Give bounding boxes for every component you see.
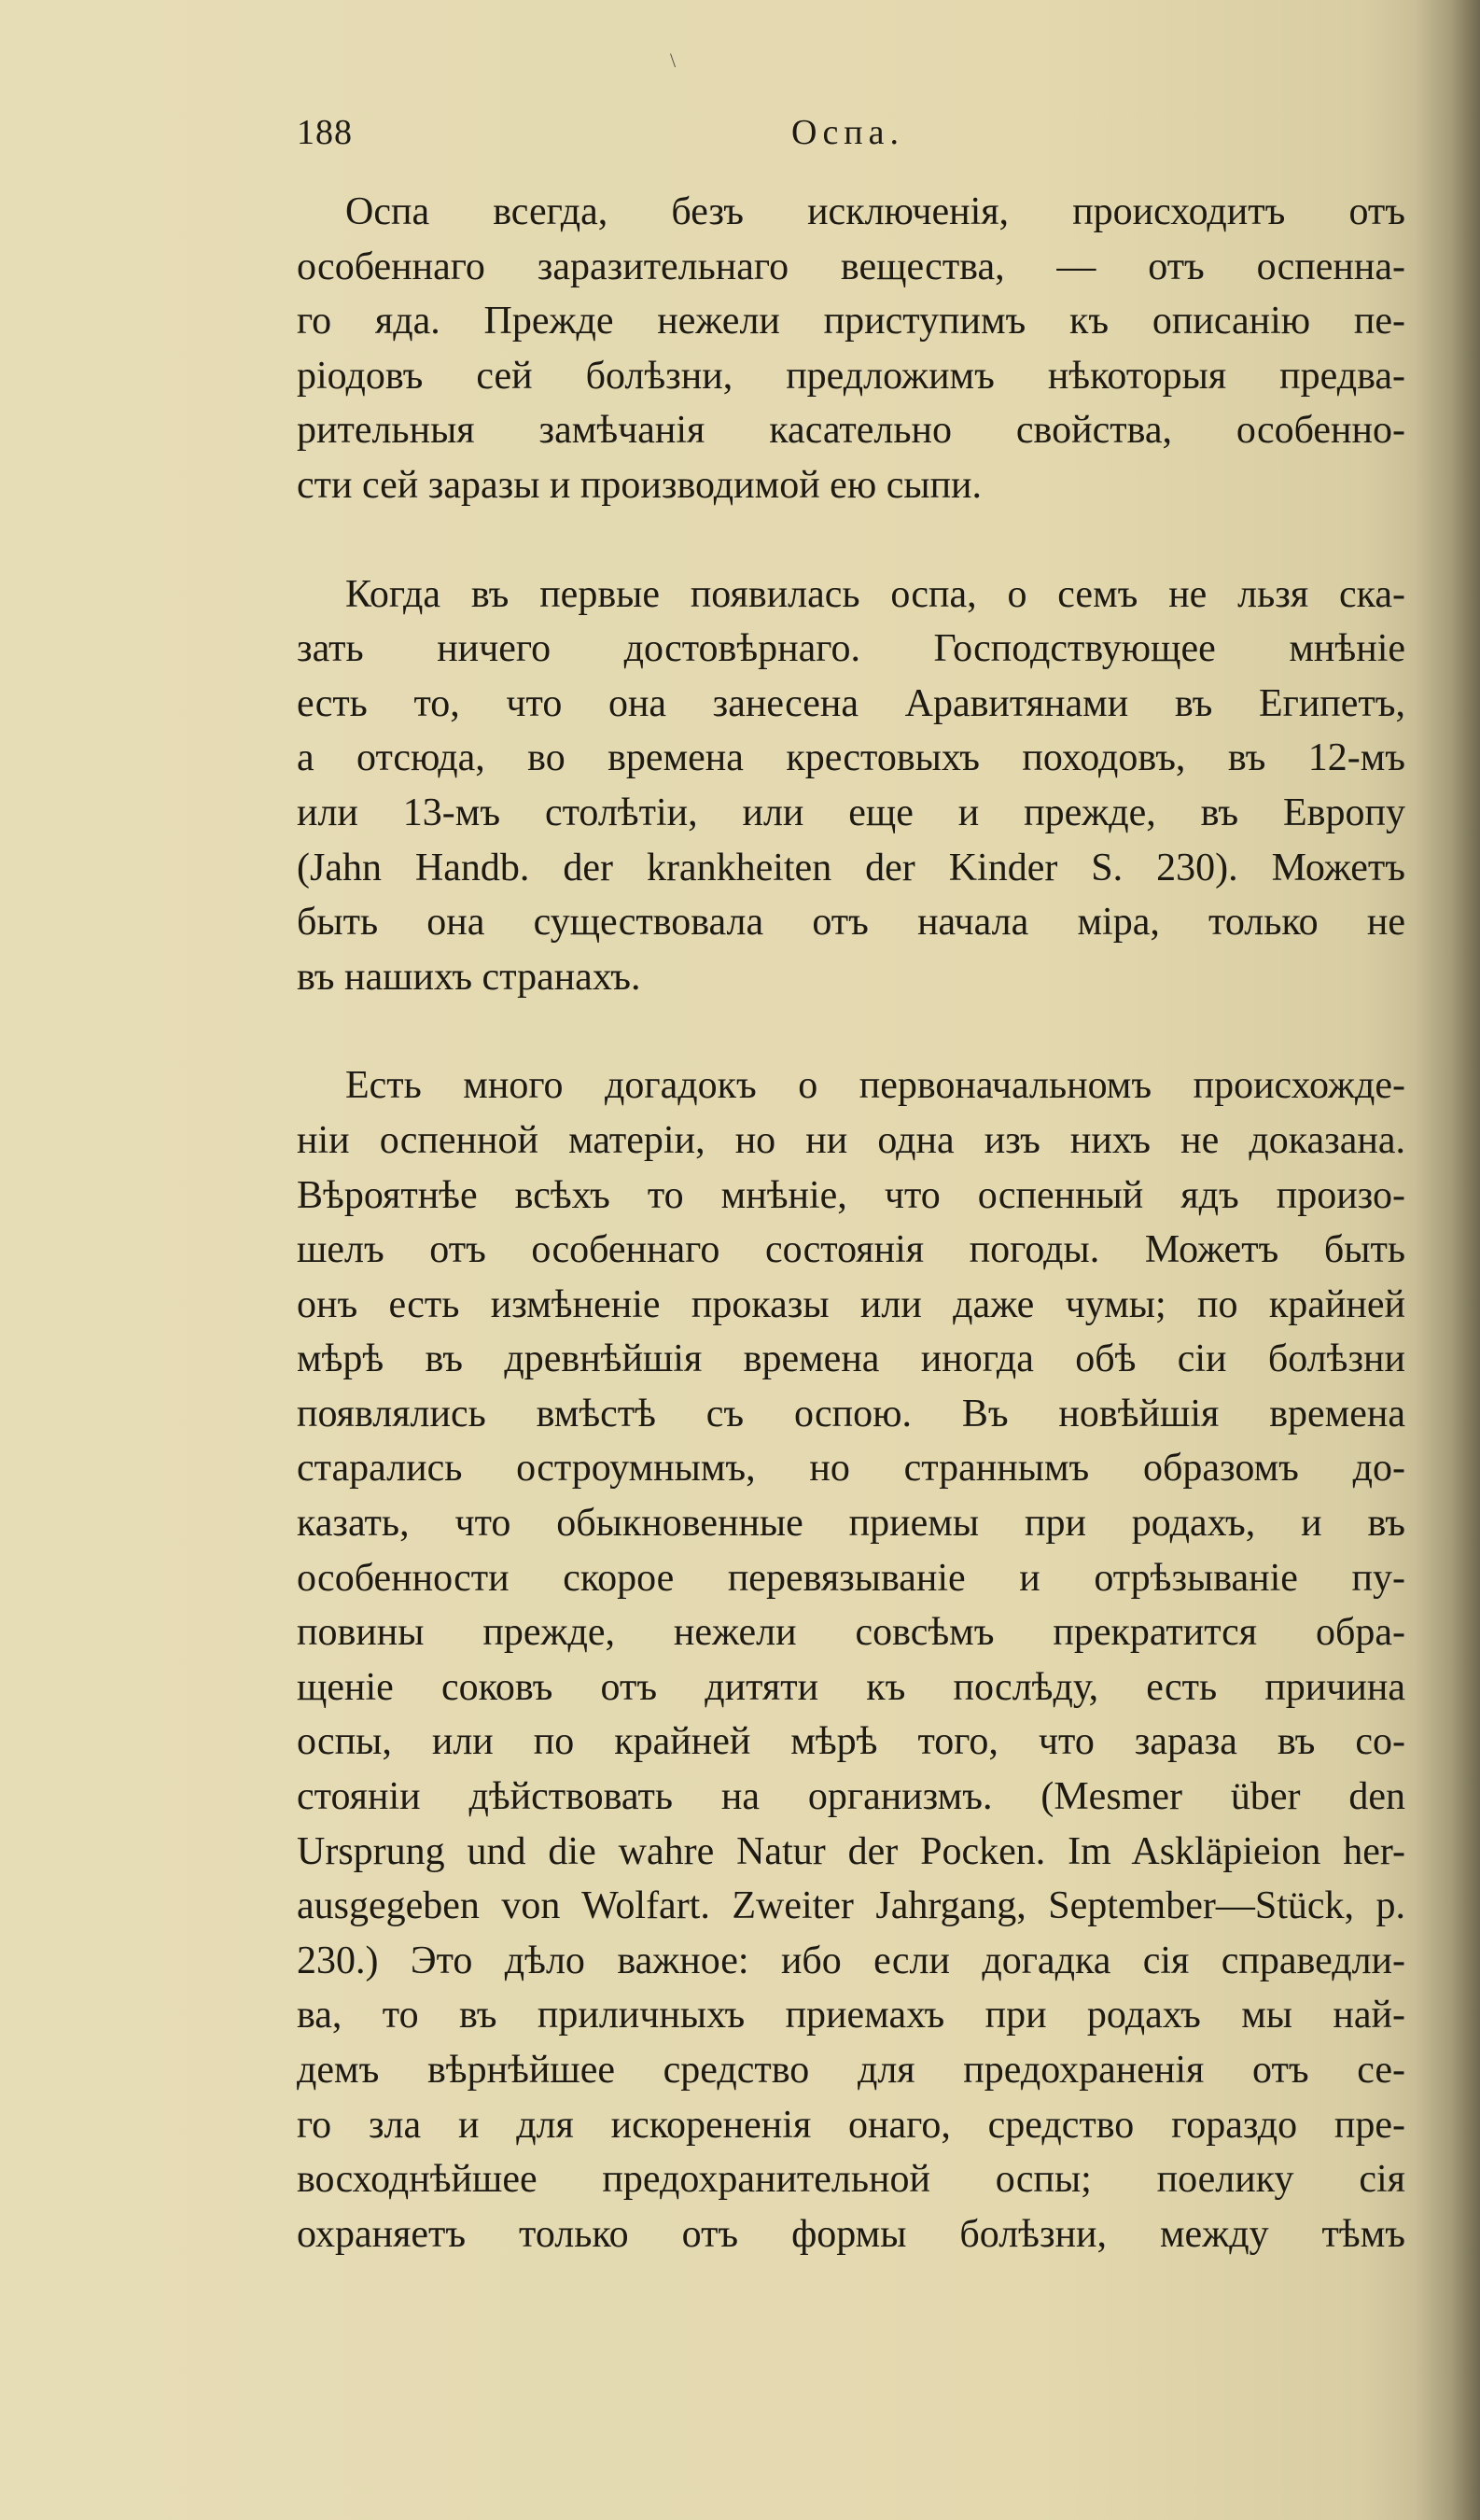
- text-line: мѣрѣ въ древнѣйшія времена иногда обѣ сіи болѣзни: [297, 1337, 1405, 1381]
- scan-mark: \: [670, 49, 677, 72]
- text-line: го яда. Прежде нежели приступимъ къ описанію пе-: [297, 300, 1405, 343]
- text-line: Оспа всегда, безъ исключенія, происходитъ отъ: [345, 190, 1405, 233]
- paragraph-1: [297, 185, 1405, 513]
- text-line: шелъ отъ особеннаго состоянія погоды. Можетъ быть: [297, 1228, 1405, 1272]
- text-line: особеннаго заразительнаго вещества, — отъ оспенна-: [297, 245, 1405, 288]
- text-line: повины прежде, нежели совсѣмъ прекратится обра-: [297, 1611, 1405, 1655]
- page-header: [297, 112, 1398, 168]
- page-number: 188: [297, 113, 353, 152]
- text-line: появлялись вмѣстѣ съ оспою. Въ новѣйшія времена: [297, 1392, 1405, 1435]
- text-line: Когда въ первые появилась оспа, о семъ не льзя ска-: [345, 572, 1405, 616]
- text-line: въ нашихъ странахъ.: [297, 955, 641, 999]
- running-title: Оспа.: [791, 113, 905, 152]
- text-line: особенности скорое перевязываніе и отрѣзываніе пу-: [297, 1556, 1405, 1600]
- text-line: ніи оспенной матеріи, но ни одна изъ нихъ не доказана.: [297, 1118, 1405, 1162]
- text-line: или 13-мъ столѣтіи, или еще и прежде, въ Европу: [297, 791, 1405, 834]
- text-line: щеніе соковъ отъ дитяти къ послѣду, есть причина: [297, 1665, 1405, 1709]
- text-line: есть то, что она занесена Аравитянами въ Египетъ,: [297, 681, 1405, 725]
- text-line: онъ есть измѣненіе проказы или даже чумы; по крайней: [297, 1282, 1405, 1326]
- text-line: охраняетъ только отъ формы болѣзни, между тѣмъ: [297, 2212, 1405, 2256]
- text-line: Вѣроятнѣе всѣхъ то мнѣніе, что оспенный ядъ произо-: [297, 1173, 1405, 1217]
- text-line: быть она существовала отъ начала міра, только не: [297, 901, 1405, 945]
- text-line: рительныя замѣчанія касательно свойства, особенно-: [297, 409, 1405, 453]
- text-line: а отсюда, во времена крестовыхъ походовъ, въ 12-мъ: [297, 736, 1405, 780]
- text-line: ріодовъ сей болѣзни, предложимъ нѣкоторыя предва-: [297, 354, 1405, 398]
- text-line: старались остроумнымъ, но страннымъ образомъ до-: [297, 1447, 1405, 1491]
- text-line: казать, что обыкновенные приемы при родахъ, и въ: [297, 1502, 1405, 1546]
- text-line: Ursprung und die wahre Natur der Pocken. Im Askläpieion her-: [297, 1829, 1405, 1873]
- text-line: ва, то въ приличныхъ приемахъ при родахъ мы най-: [297, 1994, 1405, 2037]
- paragraph-3: [297, 1058, 1405, 2261]
- text-line: демъ вѣрнѣйшее средство для предохраненія отъ се-: [297, 2049, 1405, 2092]
- text-line: сти сей заразы и производимой ею сыпи.: [297, 463, 983, 507]
- text-line: стояніи дѣйствовать на организмъ. (Mesmer über den: [297, 1775, 1405, 1819]
- text-line: восходнѣйшее предохранительной оспы; поелику сія: [297, 2158, 1405, 2202]
- text-line: (Jahn Handb. der krankheiten der Kinder S. 230). Можетъ: [297, 846, 1405, 889]
- text-line: Есть много догадокъ о первоначальномъ происхожде-: [345, 1064, 1405, 1108]
- paragraph-2: [297, 567, 1405, 1005]
- page-edge-shadow: [1415, 0, 1480, 2520]
- text-line: оспы, или по крайней мѣрѣ того, что зараза въ со-: [297, 1720, 1405, 1764]
- text-line: го зла и для искорененія онаго, средство гораздо пре-: [297, 2103, 1405, 2147]
- text-line: 230.) Это дѣло важное: ибо если догадка сія справедли-: [297, 1939, 1405, 1982]
- text-line: ausgegeben von Wolfart. Zweiter Jahrgang, September—Stück, p.: [297, 1884, 1405, 1928]
- text-line: зать ничего достовѣрнаго. Господствующее мнѣніе: [297, 627, 1405, 671]
- main-text: [297, 185, 1405, 2316]
